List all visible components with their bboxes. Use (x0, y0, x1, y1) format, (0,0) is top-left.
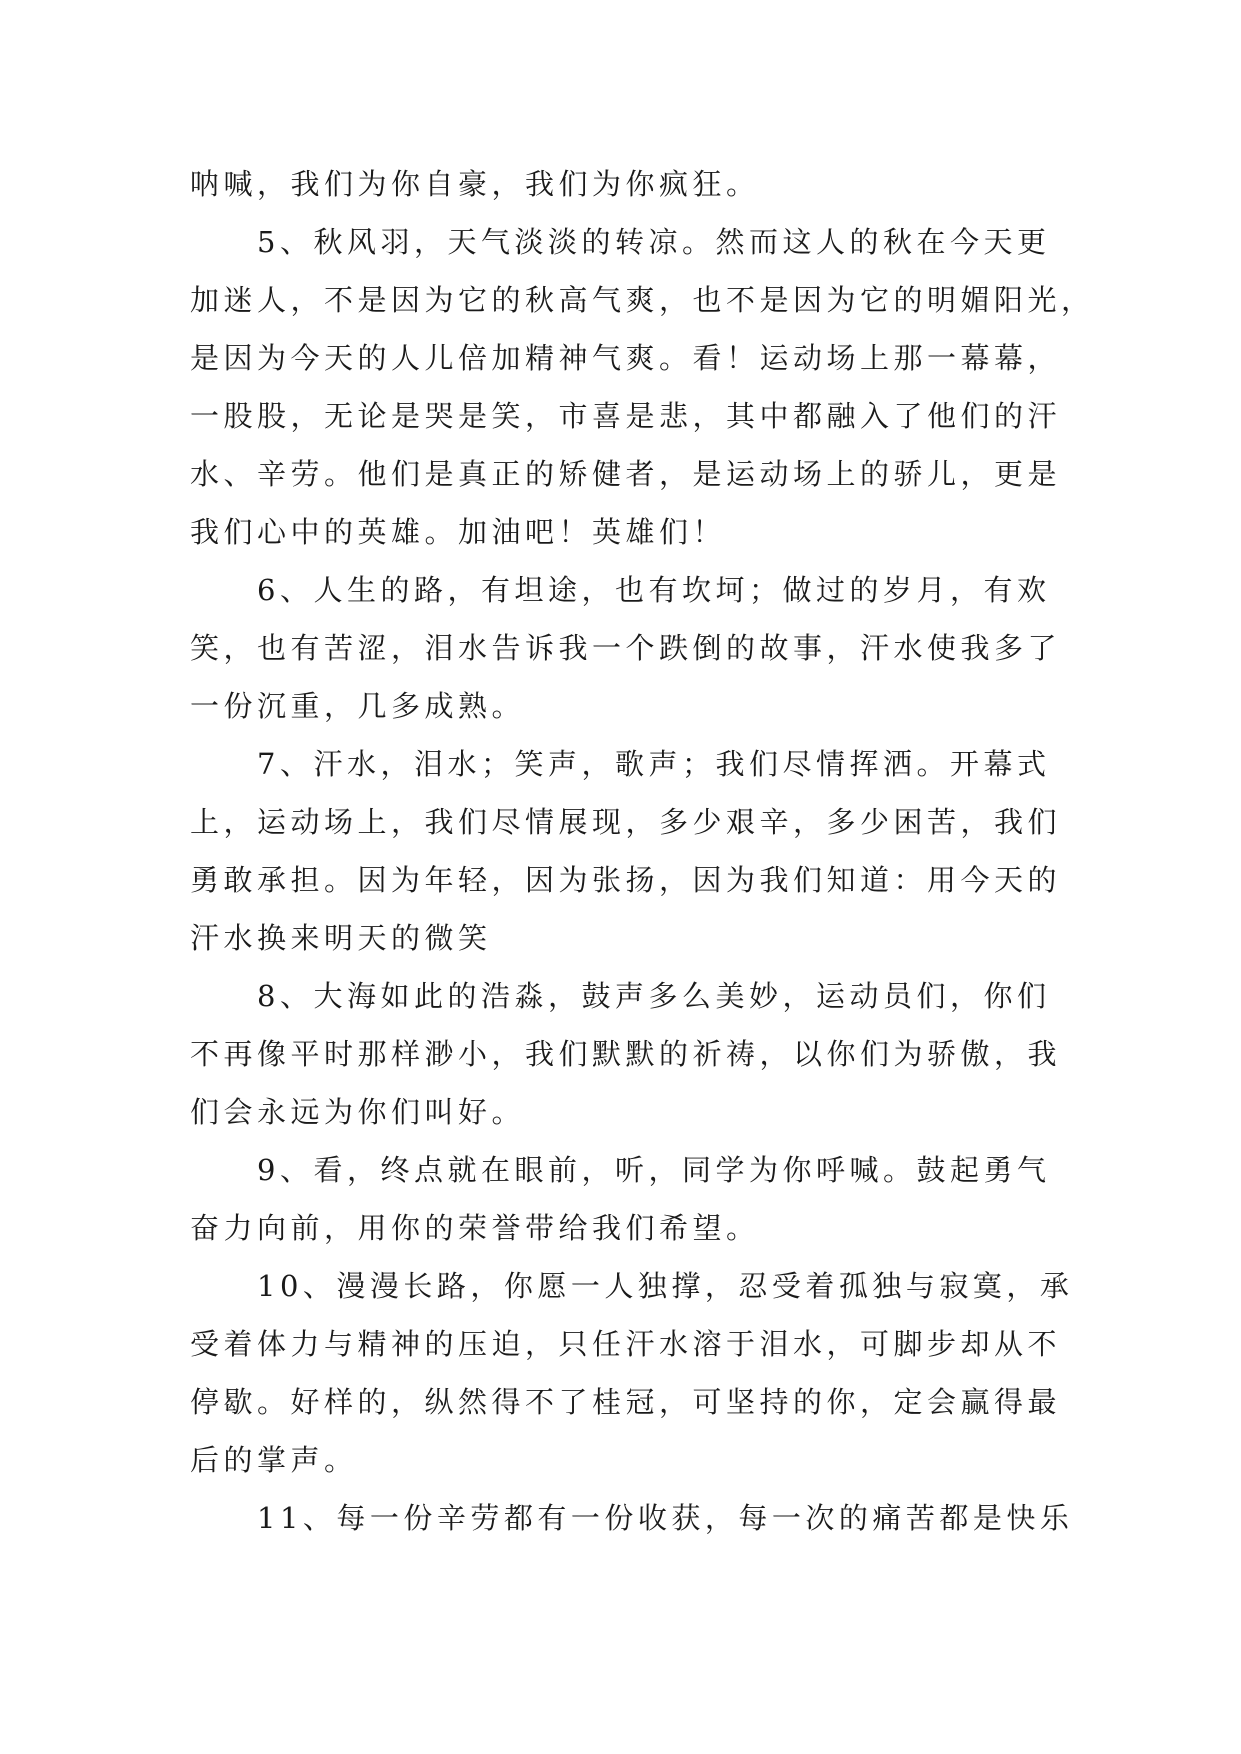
text-line: 们会永远为你们叫好。 (190, 1095, 526, 1129)
text-line: 加迷人，不是因为它的秋高气爽，也不是因为它的明媚阳光， (190, 283, 1095, 317)
text-line: 7、汗水，泪水；笑声，歌声；我们尽情挥洒。开幕式 (190, 747, 1051, 781)
text-line: 奋力向前，用你的荣誉带给我们希望。 (190, 1211, 760, 1245)
text-line: 8、大海如此的浩淼，鼓声多么美妙，运动员们，你们 (190, 979, 1051, 1013)
text-line: 我们心中的英雄。加油吧！英雄们！ (190, 515, 727, 549)
text-line: 5、秋风羽，天气淡淡的转凉。然而这人的秋在今天更 (190, 225, 1051, 259)
text-line: 11、每一份辛劳都有一份收获，每一次的痛苦都是快乐 (190, 1501, 1074, 1535)
text-line: 后的掌声。 (190, 1443, 358, 1477)
text-line: 6、人生的路，有坦途，也有坎坷；做过的岁月，有欢 (190, 573, 1051, 607)
text-line: 是因为今天的人儿倍加精神气爽。看！运动场上那一幕幕， (190, 341, 1062, 375)
text-line: 汗水换来明天的微笑 (190, 921, 492, 955)
text-line: 受着体力与精神的压迫，只任汗水溶于泪水，可脚步却从不 (190, 1327, 1062, 1361)
text-line: 一股股，无论是哭是笑，市喜是悲，其中都融入了他们的汗 (190, 399, 1062, 433)
text-line: 呐喊，我们为你自豪，我们为你疯狂。 (190, 167, 760, 201)
text-line: 10、漫漫长路，你愿一人独撑，忍受着孤独与寂寞，承 (190, 1269, 1074, 1303)
text-line: 水、辛劳。他们是真正的矫健者，是运动场上的骄儿，更是 (190, 457, 1062, 491)
text-line: 勇敢承担。因为年轻，因为张扬，因为我们知道：用今天的 (190, 863, 1062, 897)
text-line: 笑，也有苦涩，泪水告诉我一个跌倒的故事，汗水使我多了 (190, 631, 1062, 665)
text-line: 不再像平时那样渺小，我们默默的祈祷，以你们为骄傲，我 (190, 1037, 1062, 1071)
text-line: 停歇。好样的，纵然得不了桂冠，可坚持的你，定会赢得最 (190, 1385, 1062, 1419)
document-page (190, 155, 1095, 1547)
text-line: 9、看，终点就在眼前，听，同学为你呼喊。鼓起勇气 (190, 1153, 1051, 1187)
text-line: 上，运动场上，我们尽情展现，多少艰辛，多少困苦，我们 (190, 805, 1062, 839)
text-line: 一份沉重，几多成熟。 (190, 689, 526, 723)
